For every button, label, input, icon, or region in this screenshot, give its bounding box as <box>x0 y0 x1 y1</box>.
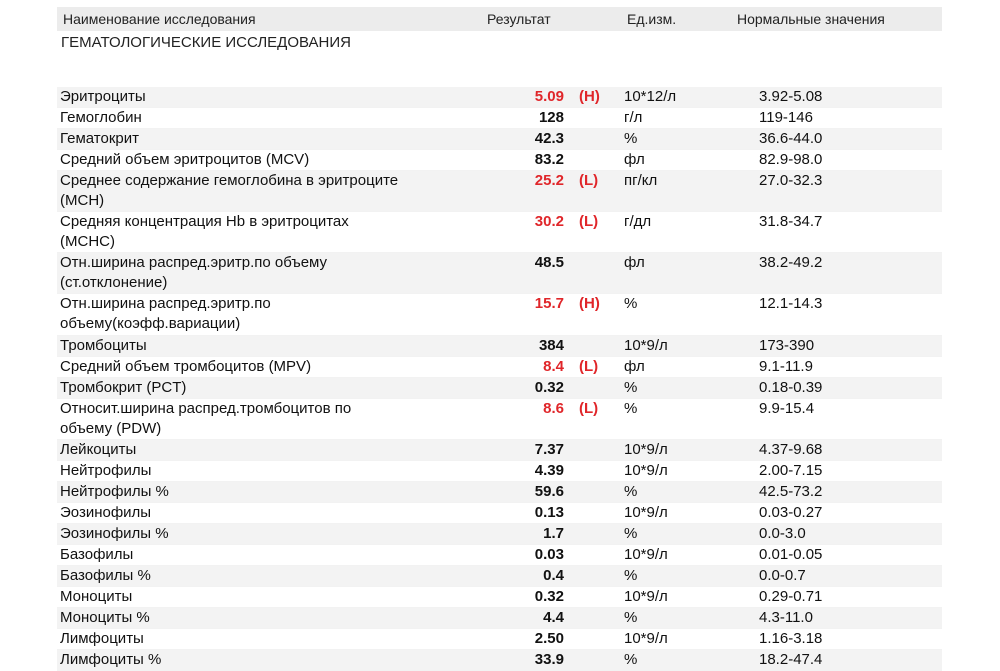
unit: г/л <box>624 109 643 127</box>
result-value: 0.03 <box>534 546 564 564</box>
result-value: 7.37 <box>534 440 564 458</box>
normal-range: 0.0-0.7 <box>759 567 806 585</box>
result-flag: (H) <box>579 88 600 105</box>
unit: 10*9/л <box>624 588 668 606</box>
result-value: 128 <box>538 109 564 127</box>
test-name: Лимфоциты % <box>60 651 162 669</box>
result-value: 384 <box>538 336 564 354</box>
unit: фл <box>624 357 645 375</box>
test-name: Эозинофилы <box>60 503 152 521</box>
result-value: 0.4 <box>543 567 564 585</box>
result-value: 30.2 <box>534 213 564 231</box>
unit: 10*9/л <box>624 630 668 648</box>
result-value: 5.09 <box>534 88 564 105</box>
normal-range: 82.9-98.0 <box>759 151 823 169</box>
test-name: Отн.ширина распред.эритр.по объему (ст.отклонение) <box>60 254 328 292</box>
result-flag: (L) <box>579 399 599 417</box>
table-row <box>57 253 942 294</box>
table-row <box>57 608 942 629</box>
section-title: ГЕМАТОЛОГИЧЕСКИЕ ИССЛЕДОВАНИЯ <box>61 34 351 51</box>
normal-range: 1.16-3.18 <box>759 630 823 648</box>
table-row <box>57 587 942 608</box>
test-name: Моноциты % <box>60 609 150 627</box>
unit: 10*9/л <box>624 546 668 564</box>
result-flag: (L) <box>579 213 599 231</box>
result-flag: (L) <box>579 172 599 190</box>
table-row <box>57 629 942 650</box>
test-name: Эозинофилы % <box>60 524 169 542</box>
table-row <box>57 129 942 150</box>
unit: 10*9/л <box>624 440 668 458</box>
table-row <box>57 108 942 129</box>
normal-range: 9.1-11.9 <box>759 357 813 375</box>
table-row <box>57 150 942 171</box>
unit: 10*12/л <box>624 88 677 105</box>
unit: 10*9/л <box>624 336 668 354</box>
test-name: Тромбокрит (PCT) <box>60 378 187 396</box>
normal-range: 0.01-0.05 <box>759 546 823 564</box>
normal-range: 4.37-9.68 <box>759 440 823 458</box>
result-value: 59.6 <box>534 482 564 500</box>
table-row <box>57 461 942 482</box>
table-header <box>57 7 942 31</box>
table-row <box>57 294 942 335</box>
normal-range: 42.5-73.2 <box>759 482 823 500</box>
result-value: 0.32 <box>534 378 564 396</box>
normal-range: 2.00-7.15 <box>759 461 823 479</box>
test-name: Среднее содержание гемоглобина в эритроците (MCH) <box>60 172 399 210</box>
test-name: Относит.ширина распред.тромбоцитов по объему (PDW) <box>60 399 352 437</box>
unit: % <box>624 130 638 148</box>
result-value: 2.50 <box>534 630 564 648</box>
normal-range: 38.2-49.2 <box>759 254 823 272</box>
result-value: 4.4 <box>543 609 564 627</box>
unit: пг/кл <box>624 172 658 190</box>
normal-range: 3.92-5.08 <box>759 88 823 105</box>
test-name: Отн.ширина распред.эритр.по объему(коэфф.вариации) <box>60 295 271 333</box>
unit: % <box>624 651 638 669</box>
result-value: 8.6 <box>543 399 564 417</box>
unit: % <box>624 567 638 585</box>
result-value: 0.13 <box>534 503 564 521</box>
normal-range: 0.18-0.39 <box>759 378 823 396</box>
test-name: Средний объем тромбоцитов (MPV) <box>60 357 312 375</box>
normal-range: 119-146 <box>759 109 813 127</box>
table-row <box>57 440 942 461</box>
table-row <box>57 482 942 503</box>
test-name: Моноциты <box>60 588 133 606</box>
header-normal: Нормальные значения <box>737 11 885 27</box>
test-name: Лимфоциты <box>60 630 144 648</box>
test-name: Базофилы <box>60 546 134 564</box>
normal-range: 0.03-0.27 <box>759 503 823 521</box>
unit: % <box>624 482 638 500</box>
unit: % <box>624 609 638 627</box>
table-row <box>57 503 942 524</box>
result-value: 25.2 <box>534 172 564 190</box>
result-value: 48.5 <box>534 254 564 272</box>
table-row <box>57 336 942 357</box>
table-row <box>57 566 942 587</box>
normal-range: 0.0-3.0 <box>759 524 806 542</box>
unit: 10*9/л <box>624 503 668 521</box>
unit: г/дл <box>624 213 652 231</box>
table-row <box>57 171 942 212</box>
normal-range: 18.2-47.4 <box>759 651 823 669</box>
unit: фл <box>624 254 645 272</box>
normal-range: 12.1-14.3 <box>759 295 823 313</box>
test-name: Средняя концентрация Hb в эритроцитах (MCHC) <box>60 213 349 251</box>
table-row <box>57 212 942 253</box>
unit: % <box>624 378 638 396</box>
unit: % <box>624 295 638 313</box>
table-row <box>57 378 942 399</box>
table-row <box>57 399 942 440</box>
test-name: Тромбоциты <box>60 336 147 354</box>
table-row <box>57 650 942 671</box>
table-row <box>57 545 942 566</box>
test-name: Лейкоциты <box>60 440 137 458</box>
normal-range: 4.3-11.0 <box>759 609 813 627</box>
test-name: Гематокрит <box>60 130 139 148</box>
header-name: Наименование исследования <box>63 11 256 27</box>
test-name: Нейтрофилы % <box>60 482 169 500</box>
table-row <box>57 524 942 545</box>
result-value: 83.2 <box>534 151 564 169</box>
normal-range: 36.6-44.0 <box>759 130 823 148</box>
normal-range: 27.0-32.3 <box>759 172 823 190</box>
result-value: 1.7 <box>543 524 564 542</box>
test-name: Базофилы % <box>60 567 151 585</box>
result-value: 8.4 <box>543 357 564 375</box>
result-value: 0.32 <box>534 588 564 606</box>
header-unit: Ед.изм. <box>627 11 677 27</box>
table-row <box>57 357 942 378</box>
header-result: Результат <box>487 11 551 27</box>
unit: % <box>624 524 638 542</box>
result-value: 33.9 <box>534 651 564 669</box>
result-value: 4.39 <box>534 461 564 479</box>
unit: % <box>624 399 638 417</box>
result-value: 15.7 <box>534 295 564 313</box>
result-value: 42.3 <box>534 130 564 148</box>
normal-range: 9.9-15.4 <box>759 399 815 417</box>
results-table <box>57 87 942 671</box>
test-name: Эритроциты <box>60 88 146 105</box>
result-flag: (L) <box>579 357 599 375</box>
result-flag: (H) <box>579 295 600 313</box>
normal-range: 31.8-34.7 <box>759 213 823 231</box>
test-name: Средний объем эритроцитов (MCV) <box>60 151 310 169</box>
table-row <box>57 87 942 108</box>
test-name: Гемоглобин <box>60 109 142 127</box>
unit: 10*9/л <box>624 461 668 479</box>
normal-range: 0.29-0.71 <box>759 588 823 606</box>
test-name: Нейтрофилы <box>60 461 152 479</box>
unit: фл <box>624 151 645 169</box>
normal-range: 173-390 <box>759 336 815 354</box>
